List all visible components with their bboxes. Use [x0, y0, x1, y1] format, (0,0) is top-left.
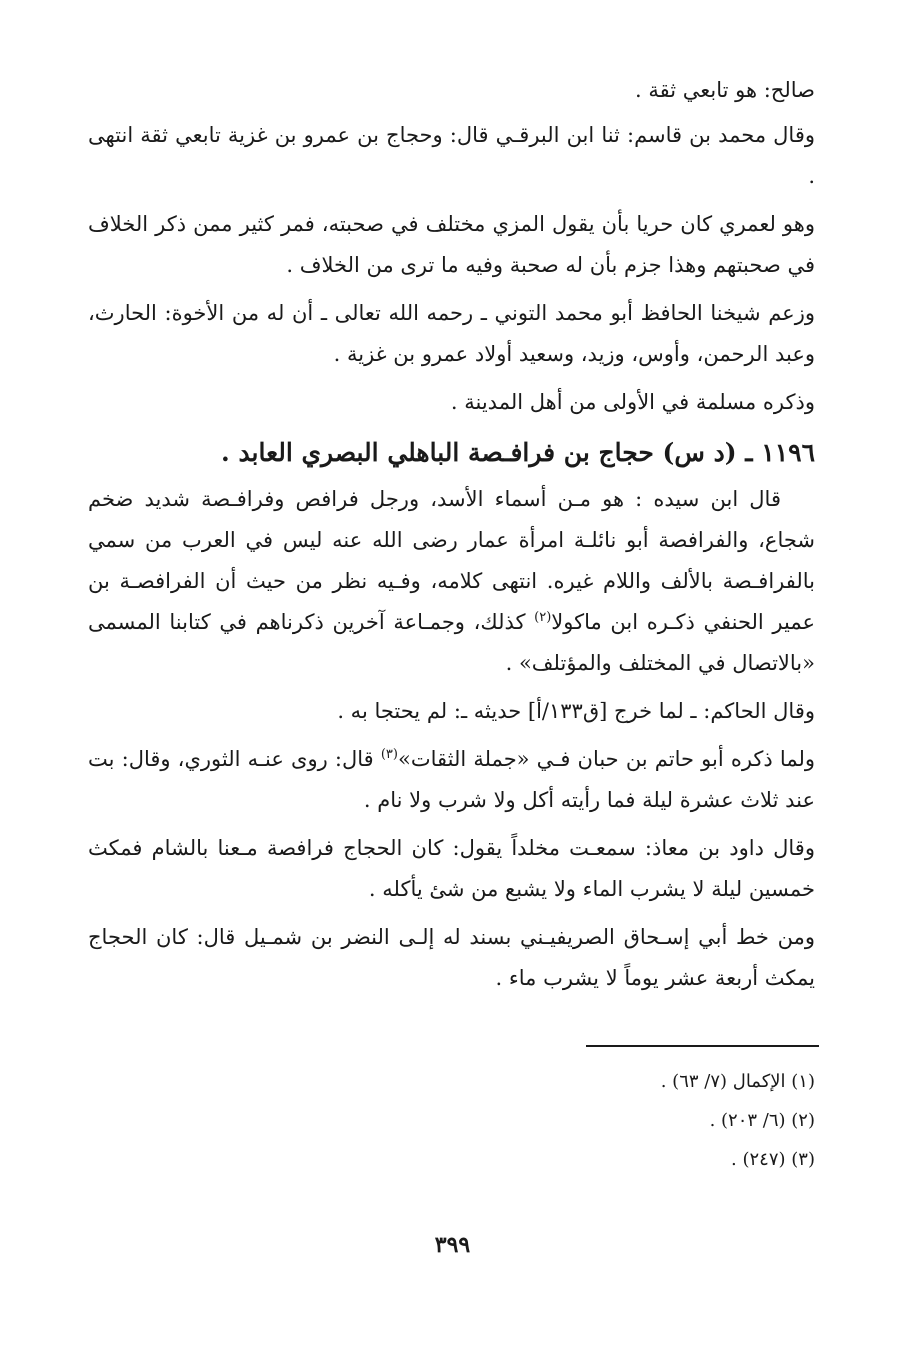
paragraph-ibn-qasim: وقال محمد بن قاسم: ثنا ابن البرقـي قال: وحجاج بن عمرو بن غزية تابعي ثقة انتهى . [88, 123, 815, 188]
paragraph-brothers: وزعم شيخنا الحافظ أبو محمد التوني ـ رحمه الله تعالى ـ أن له من الأخوة: الحارث، وعبد الرحمن، وأوس، وزيد، وسعيد أولاد عمرو بن غزية . [88, 301, 815, 366]
paragraph-salih: صالح: هو تابعي ثقة . [634, 78, 815, 102]
footnote-2: (٢) (٦/ ٢٠٣) . [709, 1110, 815, 1131]
footnote-divider [586, 1045, 819, 1047]
paragraph-sahaba-dispute: وهو لعمري كان حريا بأن يقول المزي مختلف في صحبته، فمر كثير ممن ذكر الخلاف في صحبتهم وهذا جزم بأن له صحبة وفيه ما ترى من الخلاف . [88, 212, 815, 277]
footnote-1: (١) الإكمال (٧/ ٦٣) . [660, 1071, 815, 1092]
paragraph-sarifini: ومن خط أبي إسـحاق الصريفيـني بسند له إلـى النضر بن شمـيل قال: كان الحجاج يمكث أربعة عشر يوماً لا يشرب ماء . [88, 925, 815, 990]
main-text [88, 70, 815, 1006]
paragraph-ibn-sidah [88, 479, 815, 684]
ibn-sidah-text-cont: كذلك، وجمـاعة آخرين ذكرناهم في كتابنا المسمى «بالاتصال في المختلف والمؤتلف» . [88, 610, 815, 675]
footnote-3: (٣) (٢٤٧) . [731, 1149, 815, 1170]
paragraph-ibn-hibban [88, 739, 815, 821]
paragraph-dawud: وقال داود بن معاذ: سمعـت مخلداً يقول: كان الحجاج فرافصة مـعنا بالشام فمكث خمسين ليلة لا يشرب الماء ولا يشبع من شئ يأكله . [88, 836, 815, 901]
paragraph-maslama: وذكره مسلمة في الأولى من أهل المدينة . [450, 390, 815, 414]
footnote-ref-3[interactable]: (٣) [380, 747, 398, 762]
paragraph-hakim: وقال الحاكم: ـ لما خرج [ق١٣٣/أ] حديثه ـ: لم يحتجا به . [337, 699, 815, 723]
page-number: ٣٩٩ [434, 1232, 471, 1258]
footnote-ref-2[interactable]: (٢) [534, 610, 552, 625]
ibn-hibban-text: ولما ذكره أبو حاتم بن حبان فـي «جملة الثقات» [397, 747, 815, 771]
ibn-sidah-text: قال ابن سيده : هو مـن أسماء الأسد، ورجل فرافص وفرافـصة شديد ضخم شجاع، والفرافصة أبو نائلـة امرأة عمار رضى الله عنه ليس في العرب من سمي بالفرافـصة بالألف واللام غيره. انتهى كلامه، وفـيه نظر من حيث أن الفرافصـة بن عمير الحنفي ذكـره ابن ماكولا [88, 487, 815, 634]
ibn-hibban-text-cont: قال: روى عنـه الثوري، وقال: بت عند ثلاث عشرة ليلة فما رأيته أكل ولا شرب ولا نام . [88, 747, 815, 812]
entry-heading: ١١٩٦ ـ (د س) حجاج بن فرافـصة الباهلي البصري العابد . [221, 438, 815, 467]
footnotes [88, 1062, 815, 1179]
